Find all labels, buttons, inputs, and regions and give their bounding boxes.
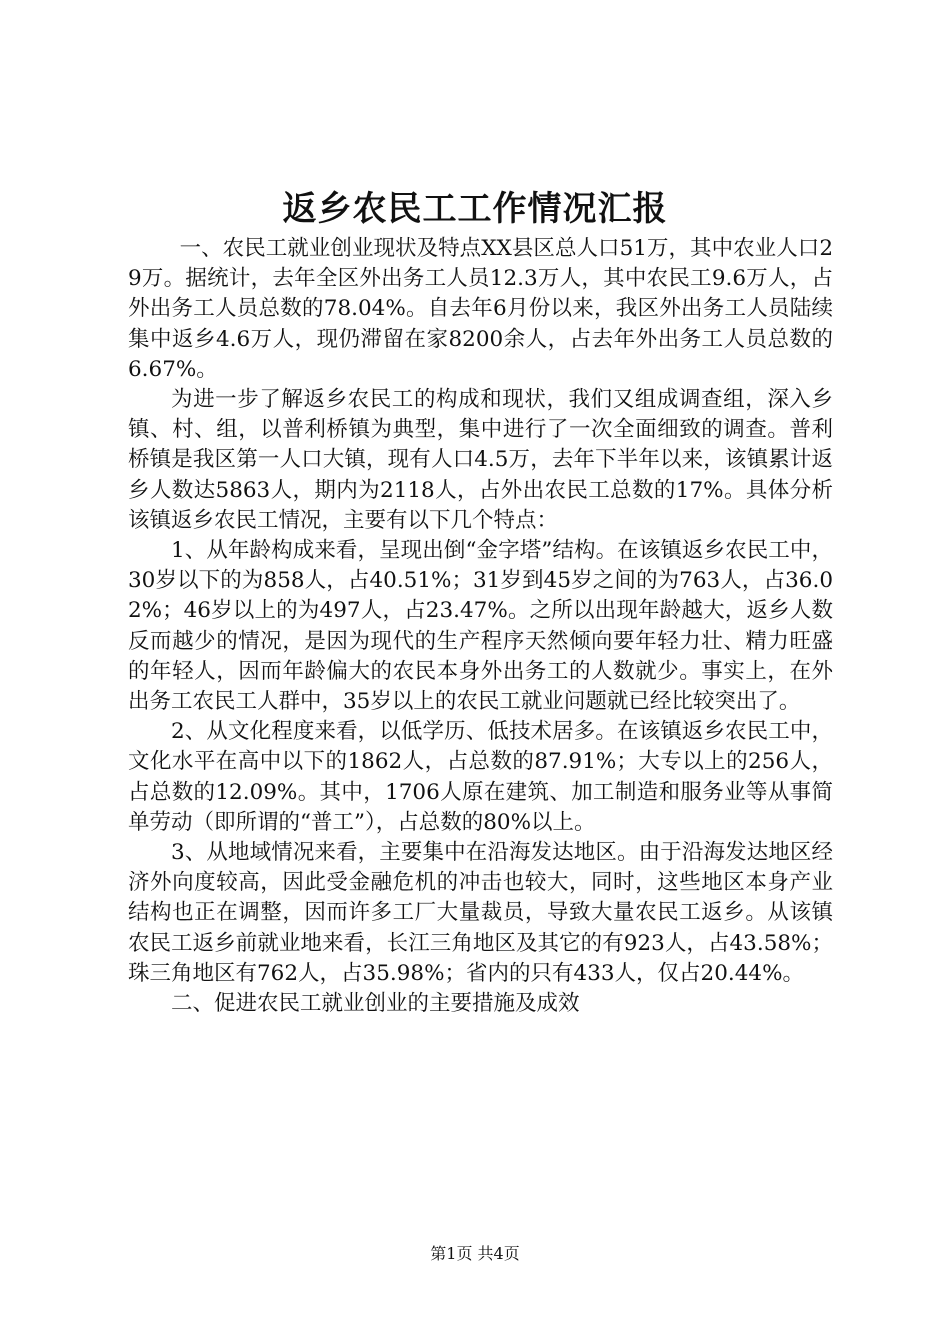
- paragraph-5: 3、从地域情况来看，主要集中在沿海发达地区。由于沿海发达地区经济外向度较高，因此受金融危机的冲击也较大，同时，这些地区本身产业结构也正在调整，因而许多工厂大量裁员，导致大量农民工返乡。从该镇农民工返乡前就业地来看，长江三角地区及其它的有923人，占43.58%；珠三角地区有762人，占35.98%；省内的只有433人，仅占20.44%。: [128, 840, 833, 986]
- section-heading-2: 二、促进农民工就业创业的主要措施及成效: [171, 991, 580, 1017]
- document-body: [128, 234, 833, 1019]
- paragraph-3: 1、从年龄构成来看，呈现出倒“金字塔”结构。在该镇返乡农民工中，30岁以下的为858人，占40.51%；31岁到45岁之间的为763人，占36.02%；46岁以上的为497人，占23.47%。之所以出现年龄越大，返乡人数反而越少的情况，是因为现代的生产程序天然倾向要年轻力壮、精力旺盛的年轻人，因而年龄偏大的农民本身外出务工的人数就少。事实上，在外出务工农民工人群中，35岁以上的农民工就业问题就已经比较突出了。: [128, 538, 833, 715]
- document-title: 返乡农民工工作情况汇报: [282, 189, 668, 229]
- paragraph-1: 一、农民工就业创业现状及特点XX县区总人口51万，其中农业人口29万。据统计，去年全区外出务工人员12.3万人，其中农民工9.6万人，占外出务工人员总数的78.04%。自去年6月份以来，我区外出务工人员陆续集中返乡4.6万人，现仍滞留在家8200余人，占去年外出务工人员总数的6.67%。: [128, 236, 833, 382]
- page-footer: 第1页 共4页: [430, 1244, 520, 1263]
- paragraph-2: 为进一步了解返乡农民工的构成和现状，我们又组成调查组，深入乡镇、村、组，以普利桥镇为典型，集中进行了一次全面细致的调查。普利桥镇是我区第一人口大镇，现有人口4.5万，去年下半年以来，该镇累计返乡人数达5863人，期内为2118人，占外出农民工总数的17%。具体分析该镇返乡农民工情况，主要有以下几个特点：: [128, 387, 833, 533]
- paragraph-4: 2、从文化程度来看，以低学历、低技术居多。在该镇返乡农民工中，文化水平在高中以下的1862人，占总数的87.91%；大专以上的256人，占总数的12.09%。其中，1706人原在建筑、加工制造和服务业等从事简单劳动（即所谓的“普工”），占总数的80%以上。: [128, 719, 833, 835]
